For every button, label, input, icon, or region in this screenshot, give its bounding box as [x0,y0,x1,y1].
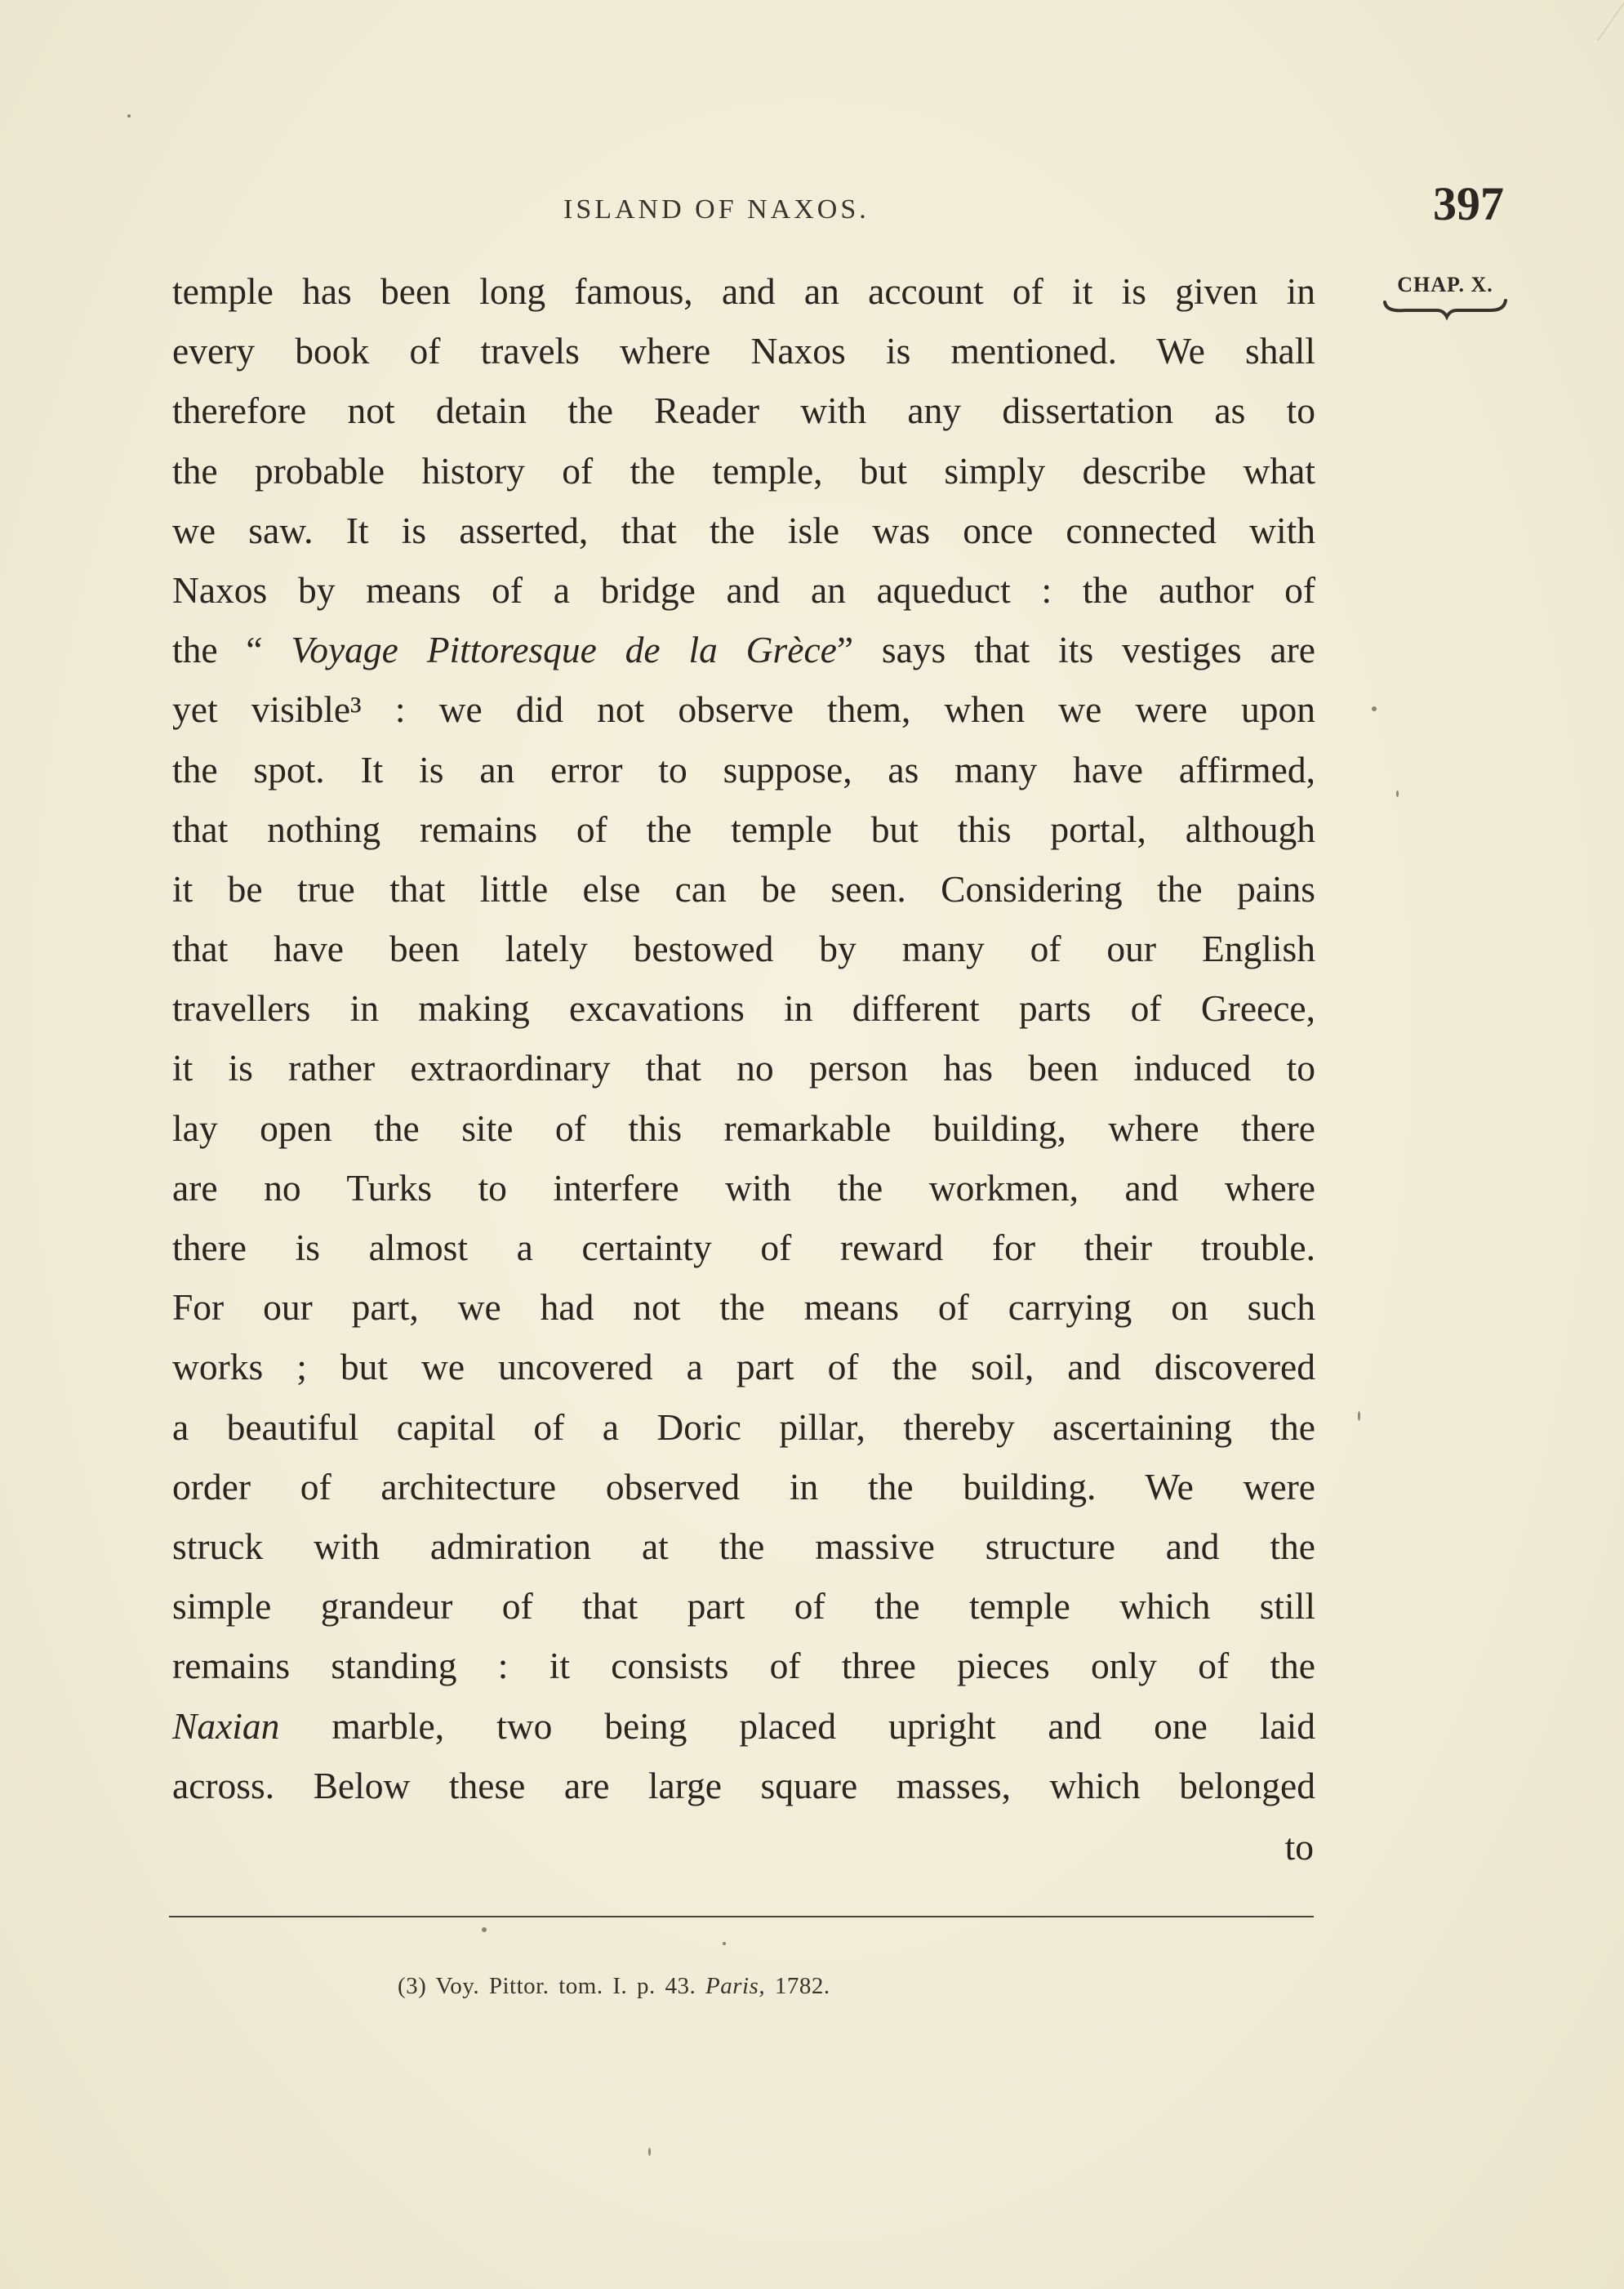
text-segment: struck with admiration at the massive structure and the [172,1525,1315,1567]
text-line [172,859,1315,919]
paper-speck [723,1942,726,1945]
text-segment: the spot. It is an error to suppose, as many have affirmed, [172,748,1315,790]
text-line [172,441,1315,501]
text-segment: we saw. It is asserted, that the isle was once connected with [172,509,1315,551]
text-segment: the probable history of the temple, but simply describe what [172,449,1315,492]
text-line [172,1098,1315,1158]
text-line [172,1516,1315,1576]
text-segment: order of architecture observed in the building. We were [172,1465,1315,1507]
catchword: to [1284,1826,1314,1868]
paper-speck [1358,1411,1360,1421]
text-segment: therefore not detain the Reader with any dissertation as to [172,390,1315,432]
paper-speck [482,1927,487,1932]
text-line [172,799,1315,859]
text-line [172,919,1315,978]
body-text [172,261,1315,1815]
text-line [172,1636,1315,1695]
text-line [172,620,1315,679]
text-segment: every book of travels where Naxos is mentioned. We shall [172,330,1315,372]
page-number: 397 [1433,177,1504,230]
text-segment: ” says that its vestiges are [836,629,1315,671]
text-segment: it be true that little else can be seen. Considering the pains [172,867,1315,910]
text-line [172,1158,1315,1218]
text-line [172,740,1315,799]
text-segment: it is rather extraordinary that no person has been induced to [172,1047,1315,1089]
paper-speck [127,114,131,118]
text-segment: the “ [172,629,291,671]
footnote-rule [169,1916,1314,1917]
paper-speck [1372,706,1377,711]
text-segment: simple grandeur of that part of the temple which still [172,1585,1315,1628]
text-line [172,679,1315,739]
page-corner-crease [1547,0,1624,41]
chapter-bracket-icon [1380,297,1511,330]
text-line [172,1038,1315,1098]
footnote-reference: (3) Voy. Pittor. tom. I. p. 43. [398,1973,696,1999]
chapter-label: CHAP. X. [1397,273,1493,296]
running-title: ISLAND OF NAXOS. [563,194,870,225]
text-segment: temple has been long famous, and an account of it is given in [172,270,1315,312]
paper-speck [648,2148,651,2156]
chapter-marker [1380,273,1511,330]
text-segment: remains standing : it consists of three pieces only of the [172,1645,1315,1687]
text-line [172,1218,1315,1277]
text-line [172,1696,1315,1756]
paper-speck [1396,790,1399,797]
text-line [172,501,1315,560]
text-line [172,1457,1315,1516]
footnote-year: 1782. [774,1973,830,1999]
text-segment: works ; but we uncovered a part of the soil, and discovered [172,1346,1315,1388]
text-segment: that nothing remains of the temple but this portal, although [172,808,1315,850]
text-segment: travellers in making excavations in different parts of Greece, [172,987,1315,1030]
text-segment: are no Turks to interfere with the workmen, and where [172,1166,1315,1209]
text-line [172,261,1315,321]
text-segment: yet visible³ : we did not observe them, when we were upon [172,688,1315,731]
text-segment: that have been lately bestowed by many of our English [172,928,1315,970]
text-segment: a beautiful capital of a Doric pillar, thereby ascertaining the [172,1405,1315,1448]
italic-text: Naxian [172,1704,280,1747]
text-segment: across. Below these are large square masses, which belonged [172,1764,1315,1806]
footnote [398,1973,830,2000]
text-segment: lay open the site of this remarkable building, where there [172,1107,1315,1149]
text-line [172,381,1315,440]
footnote-place: Paris, [705,1973,766,1999]
text-line [172,1337,1315,1396]
text-line [172,1277,1315,1337]
text-line [172,1397,1315,1457]
text-line [172,321,1315,381]
text-segment: Naxos by means of a bridge and an aqueduct : the author of [172,568,1315,611]
text-segment: there is almost a certainty of reward for their trouble. [172,1227,1315,1268]
text-segment: marble, two being placed upright and one laid [279,1704,1315,1747]
text-line [172,978,1315,1038]
italic-text: Voyage Pittoresque de la Grèce [291,629,837,671]
text-line [172,1756,1315,1815]
text-line [172,1576,1315,1636]
text-line [172,560,1315,620]
text-segment: For our part, we had not the means of carrying on such [172,1286,1315,1329]
